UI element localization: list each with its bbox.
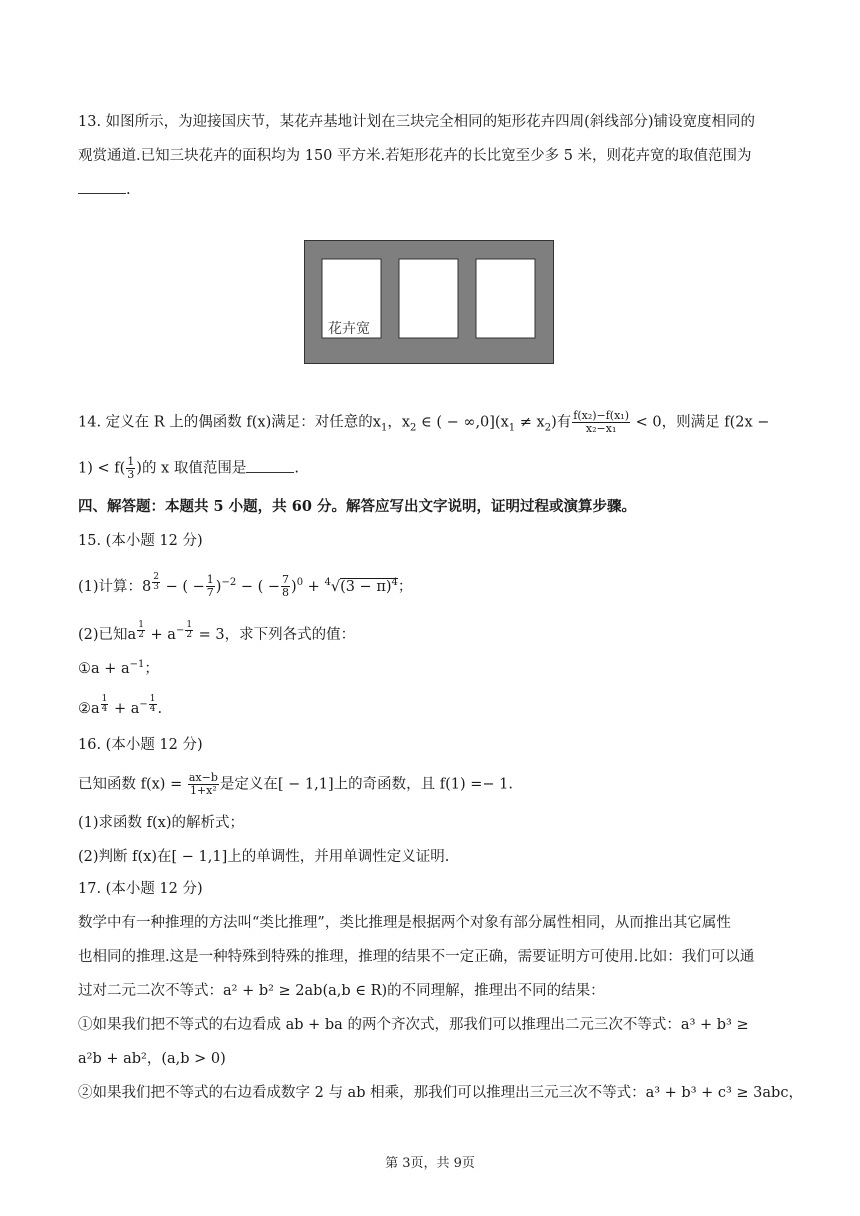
q15-item-1 (78, 654, 159, 680)
q15-exp-3: 0 (296, 577, 304, 588)
q17-line-1: 数学中有一种推理的方法叫“类比推理”，类比推理是根据两个对象有部分属性相同，从而推出其它属性 (78, 915, 731, 931)
q15-f2-num: 7 (282, 573, 290, 587)
q15-item2-exp1 (101, 695, 109, 714)
q15-item2-end: . (157, 700, 163, 717)
q13-period: . (126, 182, 131, 198)
q15-p2-e2-den: 2 (186, 630, 193, 640)
q14-fraction-2 (126, 456, 135, 481)
q15-p1-e: ) (291, 578, 297, 595)
q15-part2 (78, 620, 355, 646)
flower-width-label: 花卉宽 (328, 321, 370, 337)
q15-p1-f: + (303, 578, 325, 595)
q16-frac-num: ax−b (188, 771, 218, 784)
q16-header: 16. (本小题 12 分) (78, 737, 203, 753)
q14-l2-b: )的 x 取值范围是 (136, 460, 247, 477)
q13-line-3 (78, 179, 131, 201)
q15-p1-a: (1)计算：8 (78, 578, 152, 595)
q17-line-2: 也相同的推理.这是一种特殊到特殊的推理，推理的结果不一定正确，需要证明方可使用.比如：我们可以通 (78, 949, 755, 965)
q16-line-2: (1)求函数 f(x)的解析式； (78, 815, 245, 831)
q15-item2-a: ②a (78, 700, 100, 717)
q15-p2-c: = 3，求下列各式的值： (194, 626, 356, 643)
q14-l2-c: . (294, 460, 299, 477)
q16-line-3: (2)判断 f(x)在[ − 1,1]上的单调性，并用单调性定义证明. (78, 849, 450, 865)
q14-l2-num: 1 (127, 455, 135, 468)
q14-text-d: ≠ x (515, 414, 545, 431)
q15-p2-e2-num: 1 (186, 620, 193, 630)
q14-line-1: 14. 定义在 R 上的偶函数 f(x)满足：对任意的$x_1$，$x_2$ ∈ ( − $\infty,0](x_1 \ne x_2)$有 $\frac{\text{f(x₂)−f(x₁)}}{\text{x₂−x₁}}$ < 0，则满足 f(2x − (78, 409, 770, 435)
q15-p2-e1-den: 2 (138, 630, 144, 640)
q15-item2-exp2 (149, 695, 157, 714)
q17-line-4: ①如果我们把不等式的右边看成 ab + ba 的两个齐次式，那我们可以推理出二元三次不等式：a³ + b³ ≥ (78, 1017, 749, 1033)
q15-p1-c: ) (215, 578, 222, 595)
q15-exp-den: 3 (153, 582, 159, 592)
q15-p2-a: (2)已知a (78, 626, 137, 643)
q14-text-b: ，x (387, 414, 411, 431)
q14-text-f: < 0，则满足 f(2x − (631, 414, 770, 431)
q15-item1-text: ①a + a (78, 660, 130, 677)
q13-line-2: 观赏通道.已知三块花卉的面积均为 150 平方米.若矩形花卉的长比宽至少多 5 米，则花卉宽的取值范围为 (78, 148, 752, 164)
q15-p2-e1-num: 1 (138, 620, 144, 630)
q15-f2-den: 8 (282, 586, 290, 600)
answer-blank (78, 179, 126, 194)
section-4-heading: 四、解答题：本题共 5 小题，共 60 分。解答应写出文字说明，证明过程或演算步骤。 (78, 498, 636, 515)
q16-l1-b: 是定义在[ − 1,1]上的奇函数，且 f(1) =− 1. (219, 776, 513, 793)
q16-fraction (188, 772, 219, 797)
q17-line-3: 过对二元二次不等式：a² + b² ≥ 2ab(a,b ∈ R)的不同理解，推理出不同的结果： (78, 983, 605, 999)
q15-i2-e2-num: 1 (149, 694, 156, 704)
flower-bed-2 (399, 259, 458, 338)
q15-i2-e1-den: 4 (101, 704, 108, 714)
q17-header: 17. (本小题 12 分) (78, 881, 203, 897)
q14-text-e: )有 (551, 414, 572, 431)
flower-bed-3 (476, 259, 535, 338)
q15-p1-end: ； (397, 578, 413, 595)
q14-text-c: ∈ ( − ∞,0](x (416, 414, 509, 431)
q14-line-2 (78, 456, 299, 481)
root-sign: √ (330, 578, 341, 595)
q15-root-exp: 4 (391, 577, 398, 588)
page-number: 第 3页，共 9页 (385, 1156, 475, 1171)
q14-text-a: 14. 定义在 R 上的偶函数 f(x)满足：对任意的x (78, 414, 381, 431)
q15-root-body: (3 − π) (340, 578, 392, 595)
q15-f1-den: 7 (206, 586, 214, 600)
q15-f1-num: 1 (206, 573, 214, 587)
q15-frac-1 (206, 574, 215, 599)
q14-l2-a: 1) < f( (78, 460, 126, 477)
q15-p2-b: + a (145, 626, 176, 643)
q16-line-1 (78, 772, 513, 797)
q15-i2-e1-num: 1 (101, 694, 108, 704)
answer-blank (246, 458, 294, 473)
q15-frac-2 (281, 574, 290, 599)
q15-item2-b: + a (109, 700, 140, 717)
q15-i2-e2-den: 4 (149, 704, 156, 714)
q14-frac-num: f(x₂)−f(x₁) (573, 409, 630, 422)
q15-item2-neg: − (139, 699, 148, 710)
q17-line-6: ②如果我们把不等式的右边看成数字 2 与 ab 相乘，那我们可以推理出三元三次不等式：a³ + b³ + c³ ≥ 3abc， (78, 1085, 803, 1101)
q17-line-5: a²b + ab²，(a,b > 0) (78, 1051, 226, 1067)
q15-part1 (78, 572, 412, 599)
q15-p1-b: − ( − (161, 578, 205, 595)
q15-item1-end: ； (144, 660, 159, 677)
q15-exp-2: −2 (221, 577, 237, 588)
q14-frac-den: x₂−x₁ (585, 422, 617, 435)
flower-bed-figure (304, 240, 554, 364)
q14-fraction (572, 410, 630, 435)
q14-l2-den: 3 (127, 468, 135, 481)
q15-p2-exp2 (185, 621, 193, 640)
q16-frac-den: 1+x² (189, 784, 217, 797)
q15-p1-d: − ( − (236, 578, 281, 595)
q13-line-1: 13. 如图所示，为迎接国庆节，某花卉基地计划在三块完全相同的矩形花卉四周(斜线部分)铺设宽度相同的 (78, 114, 755, 130)
q15-item-2 (78, 694, 162, 720)
q15-p2-exp1 (137, 621, 145, 640)
q15-item1-exp: −1 (129, 659, 145, 670)
q15-exp-num: 2 (153, 572, 159, 582)
q15-header: 15. (本小题 12 分) (78, 533, 203, 549)
q15-exp-frac (152, 573, 160, 592)
q15-radicand (340, 578, 398, 595)
q15-root-index: 4 (324, 577, 331, 588)
q16-l1-a: 已知函数 f(x) = (78, 776, 187, 793)
q15-p2-neg: − (175, 625, 185, 636)
